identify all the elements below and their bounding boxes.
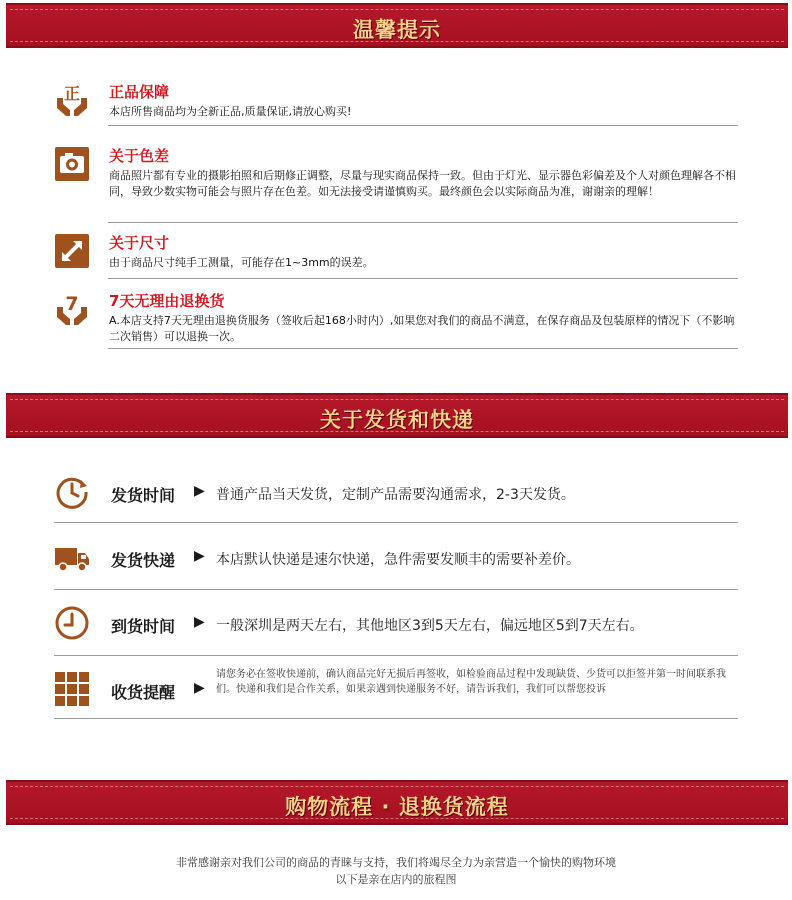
resize-arrow-icon <box>54 233 90 269</box>
notice-body: 本店所售商品均为全新正品,质量保证,请放心购买! <box>109 105 352 118</box>
divider <box>108 348 738 349</box>
shipping-label: 发货时间 <box>111 486 176 505</box>
clock-icon <box>54 605 90 641</box>
shipping-text: 请您务必在签收快递前，确认商品完好无损后再签收，如检验商品过程中发现缺货、少货可以拒签并第一时间联系我们。快递和我们是合作关系，如果亲遇到快递服务不好，请告诉我们，我们可以帮您投诉 <box>216 669 726 695</box>
banner-shipping <box>6 393 788 438</box>
arrow-right-icon: ▶ <box>194 680 205 696</box>
notice-body: 商品照片都有专业的摄影拍照和后期修正调整，尽量与现实商品保持一致。但由于灯光、显示器色彩偏差及个人对颜色理解各不相同，导致少数实物可能会与照片存在色差。如无法接受请谨慎购买。最终颜色会以实际商品为准，谢谢亲的理解！ <box>109 169 736 198</box>
divider <box>54 589 738 590</box>
notice-body: A.本店支持7天无理由退换货服务（签收后起168小时内）,如果您对我们的商品不满意，在保存商品及包装原样的情况下（不影响二次销售）可以退换一次。 <box>109 314 735 343</box>
footer-line: 非常感谢亲对我们公司的商品的青睐与支持，我们将竭尽全力为亲营造一个愉快的购物环境 <box>176 856 616 869</box>
banner-title-shipping: 关于发货和快递 <box>320 408 474 432</box>
notice-body: 由于商品尺寸纯手工测量，可能存在1~3mm的误差。 <box>109 256 374 269</box>
footer-line: 以下是亲在店内的旅程图 <box>335 873 457 886</box>
arrow-right-icon: ▶ <box>194 483 205 499</box>
arrow-right-icon: ▶ <box>194 548 205 564</box>
shipping-label: 收货提醒 <box>111 683 176 702</box>
svg-text:7: 7 <box>65 293 79 315</box>
divider <box>108 125 738 126</box>
divider <box>54 718 738 719</box>
svg-text:正: 正 <box>63 84 81 103</box>
genuine-hands-icon <box>54 82 90 118</box>
divider <box>108 278 738 279</box>
notice-title: 关于色差 <box>109 147 170 165</box>
notice-title: 7天无理由退换货 <box>109 292 225 310</box>
arrow-right-icon: ▶ <box>194 614 205 630</box>
camera-icon <box>54 146 90 182</box>
divider <box>108 222 738 223</box>
seven-day-hands-icon <box>54 291 90 327</box>
truck-icon <box>54 539 90 575</box>
shipping-text: 一般深圳是两天左右，其他地区3到5天左右，偏远地区5到7天左右。 <box>216 618 644 634</box>
divider <box>54 522 738 523</box>
divider <box>54 655 738 656</box>
banner-title-process: 购物流程 · 退换货流程 <box>285 795 509 819</box>
shipping-label: 到货时间 <box>111 617 176 636</box>
grid-icon <box>54 671 90 707</box>
shipping-text: 本店默认快递是速尔快递，急件需要发顺丰的需要补差价。 <box>216 552 580 568</box>
banner-tips <box>6 3 788 48</box>
notice-title: 正品保障 <box>109 83 170 101</box>
footer-text <box>0 854 792 888</box>
notice-title: 关于尺寸 <box>109 234 170 252</box>
banner-title-tips: 温馨提示 <box>353 18 441 42</box>
banner-process <box>6 780 788 825</box>
shipping-text: 普通产品当天发货，定制产品需要沟通需求，2-3天发货。 <box>216 487 575 503</box>
clock-arrow-icon <box>54 474 90 510</box>
shipping-label: 发货快递 <box>111 551 176 570</box>
